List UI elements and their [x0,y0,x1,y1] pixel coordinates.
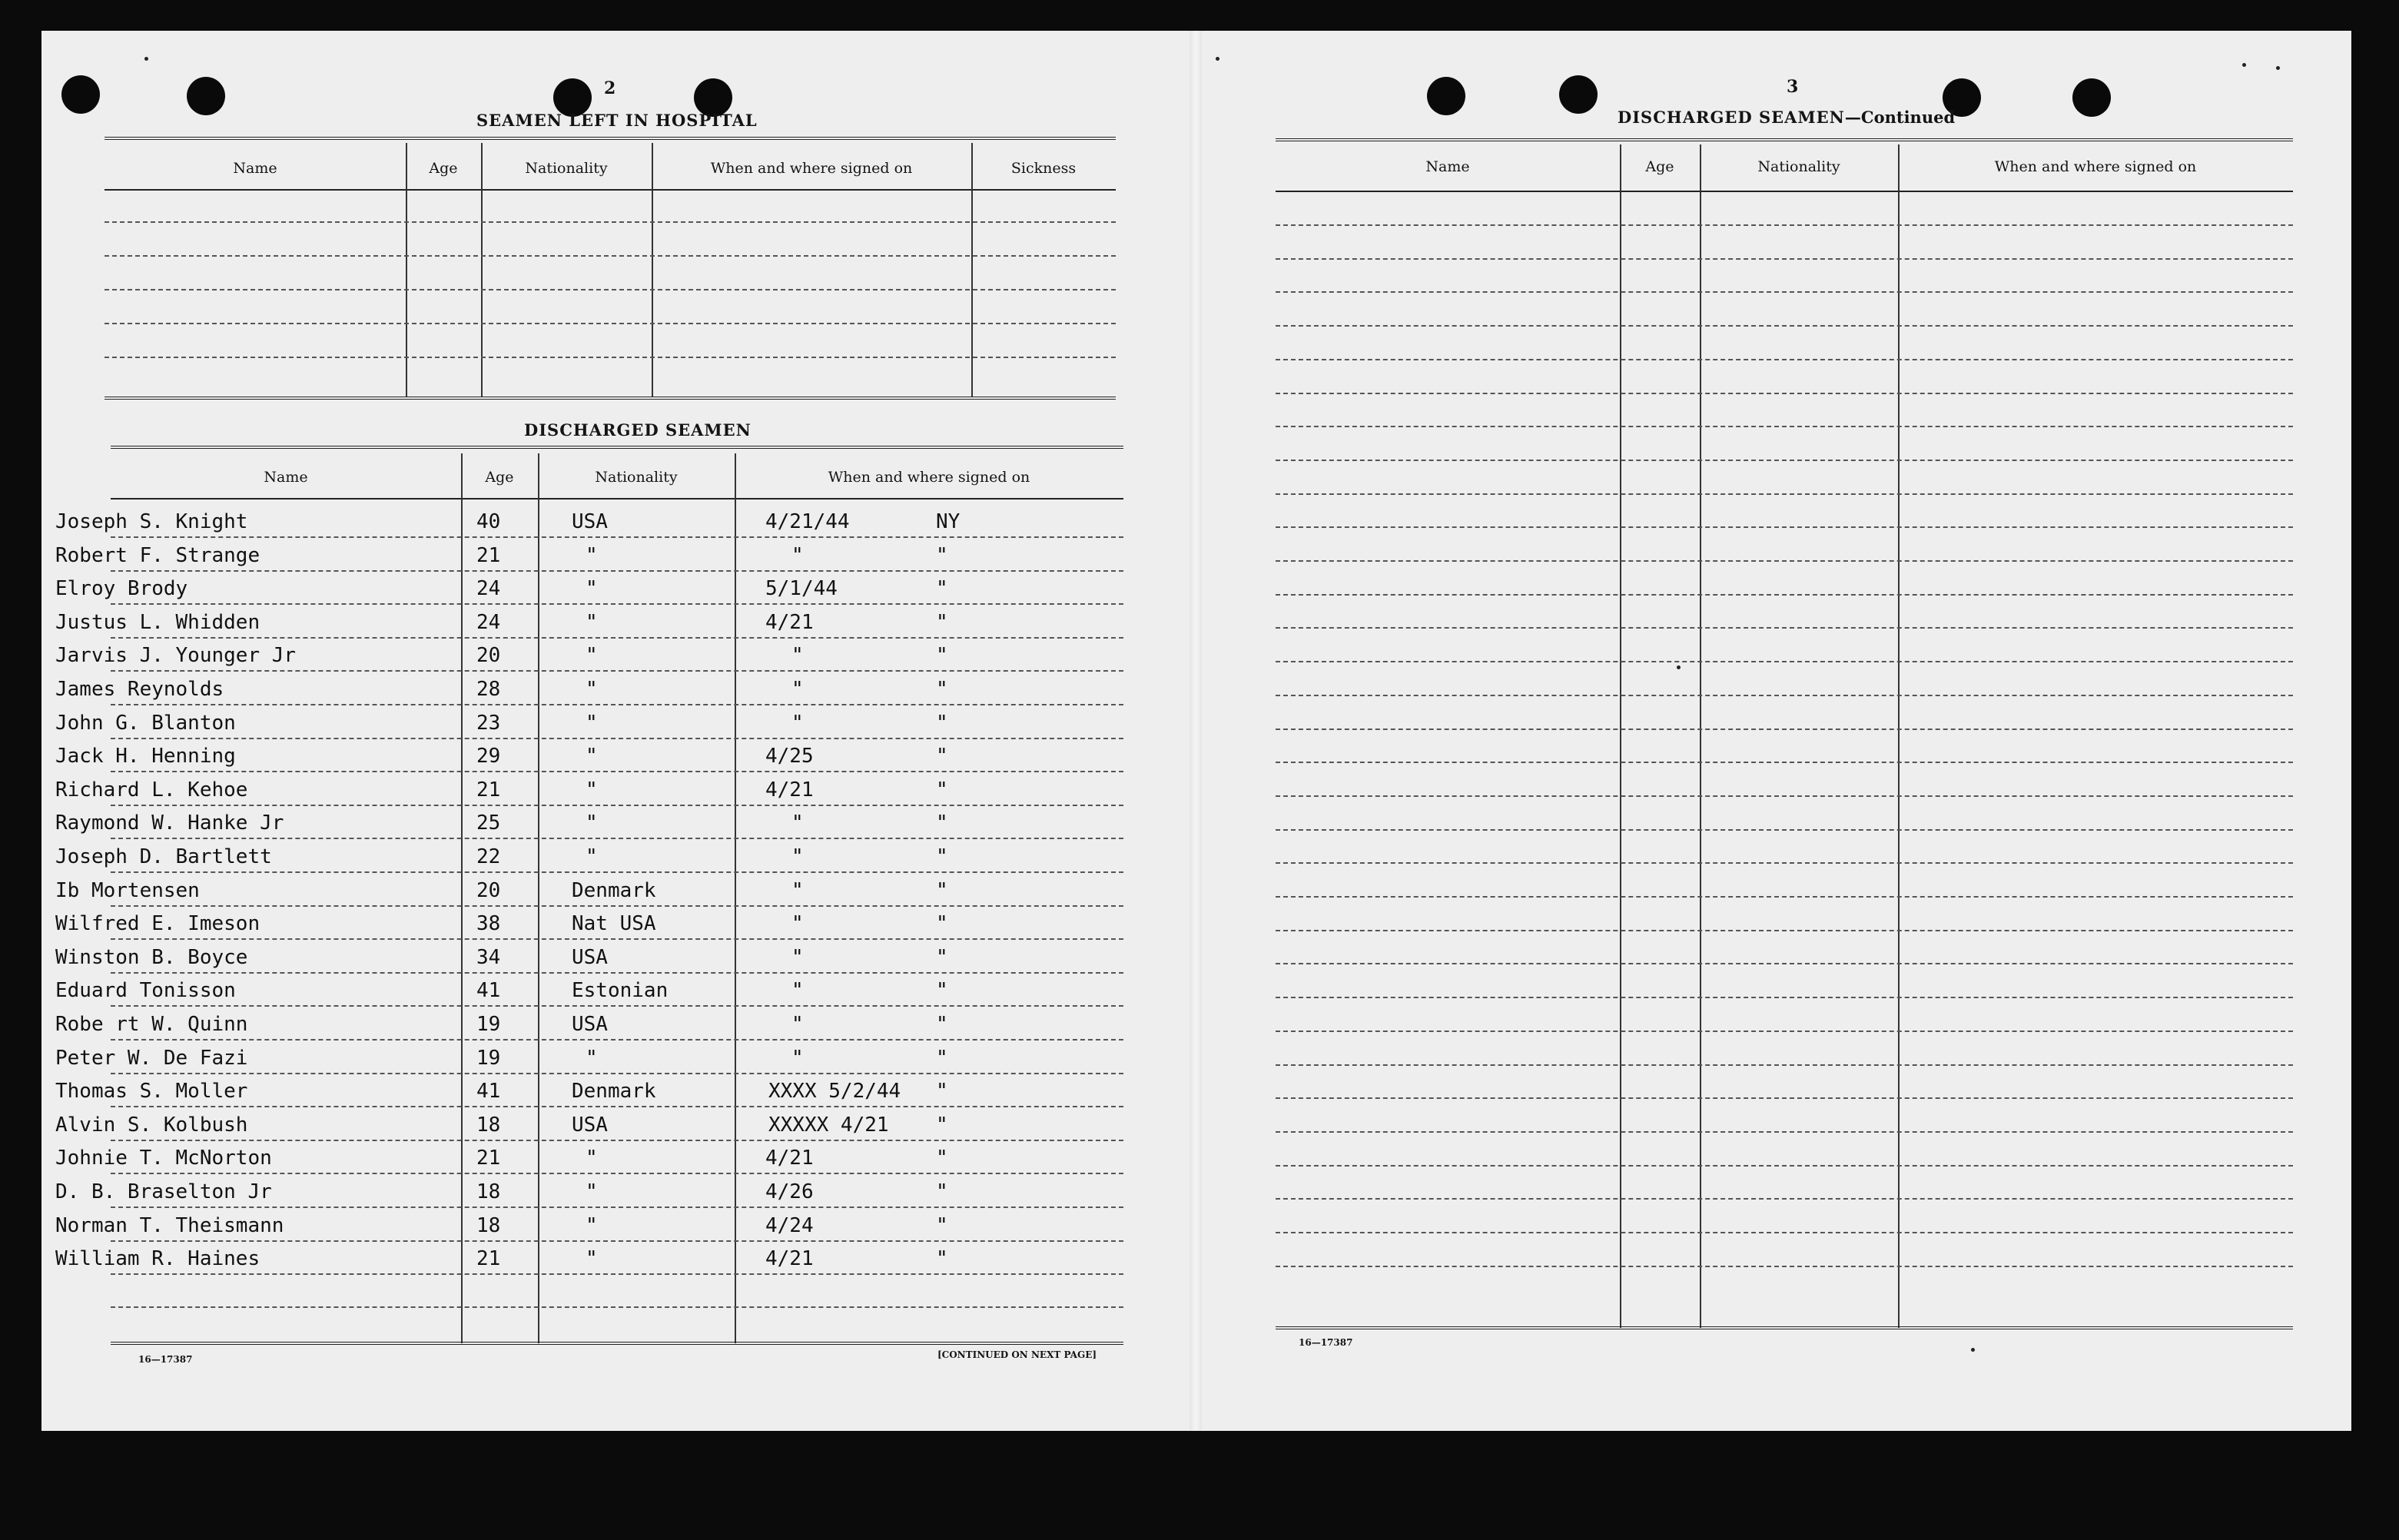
speck [1677,665,1681,669]
ruled-line [1276,997,2293,998]
ruled-line [1276,594,2293,596]
ruled-line [111,603,1123,605]
left-form-number: 16—17387 [138,1354,193,1365]
seaman-age: 38 [476,912,501,936]
seaman-nationality: USA [572,1013,608,1036]
ruled-line [111,938,1123,940]
signed-on-date: 4/21/44 [765,510,850,533]
column-divider [1620,144,1621,1328]
punch-hole [2072,78,2111,117]
signed-on-place: " [936,1213,948,1237]
hospital-column-header: Age [429,160,458,177]
seaman-age: 21 [476,1147,501,1170]
seaman-nationality: " [586,1046,598,1070]
discharged-column-header: Name [264,469,308,486]
signed-on-date: " [791,811,804,835]
seaman-age: 18 [476,1180,501,1203]
right-section-title [1618,108,1955,127]
ruled-line [111,1039,1123,1040]
seaman-age: 40 [476,510,501,533]
seaman-age: 21 [476,1247,501,1271]
signed-on-date: " [791,711,804,735]
signed-on-date: 4/21 [765,1147,814,1170]
column-divider [652,143,653,397]
ruled-line [111,1140,1123,1141]
ruled-line [1276,1031,2293,1032]
table-top-rule [1276,138,2293,141]
ruled-line [1276,426,2293,427]
seaman-nationality: Denmark [572,1080,656,1104]
seaman-nationality: " [586,778,598,802]
signed-on-place: NY [936,510,961,533]
ruled-line [111,670,1123,672]
seaman-name: John G. Blanton [55,711,236,735]
left-page-number: 2 [604,78,616,98]
seaman-nationality: " [586,1180,598,1203]
signed-on-date: " [791,543,804,567]
seaman-name: Justus L. Whidden [55,610,260,634]
ruled-line [1276,1198,2293,1200]
ruled-line [1276,1266,2293,1267]
signed-on-date: 4/21 [765,778,814,802]
signed-on-place: " [936,577,948,601]
discharged-section-title: DISCHARGED SEAMEN [524,420,752,440]
seaman-nationality: USA [572,945,608,969]
seaman-age: 34 [476,945,501,969]
seaman-name: Raymond W. Hanke Jr [55,811,284,835]
speck [2242,63,2246,67]
ruled-line [1276,359,2293,360]
signed-on-date: 5/1/44 [765,577,838,601]
right-column-header: When and where signed on [1994,158,2197,175]
ruled-line [1276,661,2293,662]
seaman-age: 41 [476,1080,501,1104]
ruled-line [111,570,1123,572]
ruled-line [1276,795,2293,797]
seaman-nationality: " [586,610,598,634]
seaman-name: Thomas S. Moller [55,1080,248,1104]
ruled-line [111,1306,1123,1308]
speck [1216,57,1219,61]
ruled-line [1276,258,2293,260]
right-column-header: Name [1425,158,1470,175]
ruled-line [1276,393,2293,394]
seaman-name: Jack H. Henning [55,745,236,768]
ruled-line [105,323,1116,324]
seaman-name: D. B. Braselton Jr [55,1180,272,1203]
right-form-number: 16—17387 [1299,1337,1353,1348]
signed-on-place: " [936,644,948,668]
seaman-nationality: Nat USA [572,912,656,936]
column-divider [735,453,736,1343]
signed-on-place: " [936,878,948,902]
ruled-line [111,1106,1123,1107]
ruled-line [111,805,1123,806]
seaman-name: Robe rt W. Quinn [55,1013,248,1036]
ruled-line [1276,729,2293,730]
signed-on-date: " [791,912,804,936]
seaman-age: 28 [476,678,501,701]
seaman-name: Alvin S. Kolbush [55,1113,248,1137]
signed-on-place: " [936,543,948,567]
ruled-line [1276,460,2293,461]
signed-on-date: " [791,945,804,969]
ruled-line [105,289,1116,290]
ruled-line [1276,695,2293,696]
ruled-line [1276,762,2293,763]
table-bottom-rule [111,1342,1123,1345]
seaman-age: 23 [476,711,501,735]
seaman-nationality: " [586,644,598,668]
seaman-age: 21 [476,543,501,567]
seaman-age: 24 [476,577,501,601]
ruled-line [105,357,1116,358]
punch-hole [61,75,100,114]
seaman-age: 19 [476,1013,501,1036]
ruled-line [111,1073,1123,1074]
seaman-nationality: Estonian [572,979,669,1003]
seaman-name: Johnie T. McNorton [55,1147,272,1170]
continued-note: [CONTINUED ON NEXT PAGE] [937,1349,1097,1360]
ruled-line [1276,627,2293,629]
signed-on-place: " [936,778,948,802]
column-divider [1700,144,1701,1328]
seaman-age: 24 [476,610,501,634]
signed-on-date: 4/24 [765,1213,814,1237]
ruled-line [111,704,1123,705]
signed-on-date: " [791,1013,804,1036]
seaman-name: Joseph D. Bartlett [55,845,272,868]
seaman-name: Peter W. De Fazi [55,1046,248,1070]
ruled-line [1276,930,2293,931]
seaman-nationality: " [586,1213,598,1237]
seaman-name: Jarvis J. Younger Jr [55,644,297,668]
signed-on-place: " [936,711,948,735]
signed-on-place: " [936,1180,948,1203]
ruled-line [111,972,1123,974]
ruled-line [1276,896,2293,898]
seaman-name: Robert F. Strange [55,543,260,567]
signed-on-place: " [936,745,948,768]
signed-on-date: 4/21 [765,1247,814,1271]
table-bottom-rule [1276,1326,2293,1329]
ruled-line [1276,1131,2293,1133]
signed-on-date: " [791,1046,804,1070]
signed-on-date: 4/21 [765,610,814,634]
signed-on-place: " [936,845,948,868]
seaman-age: 22 [476,845,501,868]
ruled-line [1276,829,2293,831]
ruled-line [111,905,1123,907]
signed-on-place: " [936,811,948,835]
seaman-age: 25 [476,811,501,835]
ruled-line [1276,862,2293,864]
right-page-number: 3 [1787,77,1799,97]
seaman-name: Winston B. Boyce [55,945,248,969]
signed-on-place: " [936,1080,948,1104]
table-top-rule [105,137,1116,140]
signed-on-place: " [936,610,948,634]
punch-hole [1427,77,1465,115]
seaman-name: Elroy Brody [55,577,188,601]
ruled-line [1276,560,2293,562]
ruled-line [111,871,1123,873]
ruled-line [111,1240,1123,1242]
seaman-age: 20 [476,878,501,902]
signed-on-date: " [791,678,804,701]
signed-on-place: " [936,678,948,701]
ruled-line [111,1005,1123,1007]
signed-on-date: XXXXX 4/21 [768,1113,889,1137]
right-column-header: Nationality [1757,158,1840,175]
ruled-line [1276,1064,2293,1066]
ruled-line [1276,224,2293,226]
ruled-line [1276,963,2293,964]
ruled-line [111,536,1123,538]
right-column-header: Age [1645,158,1674,175]
ruled-line [111,738,1123,739]
header-bottom-rule [105,189,1116,191]
signed-on-date: 4/26 [765,1180,814,1203]
signed-on-date: " [791,845,804,868]
punch-hole [187,77,225,115]
seaman-name: Ib Mortensen [55,878,200,902]
signed-on-place: " [936,1247,948,1271]
seaman-name: Richard L. Kehoe [55,778,248,802]
column-divider [461,453,463,1343]
ruled-line [1276,291,2293,293]
header-bottom-rule [1276,191,2293,192]
ruled-line [111,1273,1123,1275]
signed-on-place: " [936,912,948,936]
discharged-column-header: Nationality [595,469,678,486]
seaman-nationality: " [586,543,598,567]
ruled-line [1276,1165,2293,1167]
seaman-nationality: " [586,678,598,701]
signed-on-date: " [791,644,804,668]
seaman-nationality: " [586,1247,598,1271]
seaman-age: 18 [476,1213,501,1237]
speck [2276,66,2280,70]
seaman-name: Eduard Tonisson [55,979,236,1003]
hospital-column-header: When and where signed on [710,160,913,177]
right-title-suffix: —Continued [1844,108,1956,127]
seaman-name: Joseph S. Knight [55,510,248,533]
seaman-nationality: " [586,1147,598,1170]
seaman-age: 41 [476,979,501,1003]
right-title-main: DISCHARGED SEAMEN [1618,108,1845,127]
ruled-line [111,1206,1123,1208]
signed-on-date: " [791,878,804,902]
seaman-age: 18 [476,1113,501,1137]
column-divider [481,143,483,397]
signed-on-place: " [936,1013,948,1036]
seaman-nationality: " [586,711,598,735]
signed-on-date: 4/25 [765,745,814,768]
ruled-line [105,255,1116,257]
signed-on-place: " [936,979,948,1003]
column-divider [538,453,539,1343]
signed-on-place: " [936,1147,948,1170]
seaman-nationality: USA [572,1113,608,1137]
seaman-name: Wilfred E. Imeson [55,912,260,936]
seaman-age: 29 [476,745,501,768]
ruled-line [1276,493,2293,495]
hospital-column-header: Nationality [525,160,608,177]
ruled-line [1276,526,2293,528]
speck [144,57,148,61]
hospital-column-header: Sickness [1010,160,1077,177]
discharged-column-header: Age [485,469,514,486]
column-divider [1898,144,1900,1328]
punch-hole [1559,75,1598,114]
ruled-line [105,221,1116,223]
signed-on-place: " [936,1046,948,1070]
speck [1971,1348,1975,1352]
seaman-name: James Reynolds [55,678,224,701]
ruled-line [111,771,1123,772]
seaman-nationality: USA [572,510,608,533]
seaman-name: William R. Haines [55,1247,260,1271]
seaman-age: 21 [476,778,501,802]
page-fold [1190,31,1202,1431]
ruled-line [1276,1232,2293,1233]
ruled-line [111,1173,1123,1174]
ruled-line [111,637,1123,639]
seaman-nationality: Denmark [572,878,656,902]
ruled-line [111,838,1123,839]
seaman-nationality: " [586,811,598,835]
seaman-nationality: " [586,577,598,601]
signed-on-date: " [791,979,804,1003]
signed-on-place: " [936,945,948,969]
seaman-age: 20 [476,644,501,668]
hospital-column-header: Name [233,160,277,177]
hospital-section-title: SEAMEN LEFT IN HOSPITAL [476,111,758,130]
table-top-rule [111,446,1123,449]
seaman-name: Norman T. Theismann [55,1213,284,1237]
signed-on-date: XXXX 5/2/44 [768,1080,901,1104]
table-bottom-rule [105,397,1116,400]
seaman-age: 19 [476,1046,501,1070]
ruled-line [1276,325,2293,327]
signed-on-place: " [936,1113,948,1137]
seaman-nationality: " [586,845,598,868]
discharged-column-header: When and where signed on [828,469,1030,486]
column-divider [971,143,973,397]
ruled-line [1276,1097,2293,1099]
seaman-nationality: " [586,745,598,768]
column-divider [406,143,407,397]
header-bottom-rule [111,498,1123,500]
